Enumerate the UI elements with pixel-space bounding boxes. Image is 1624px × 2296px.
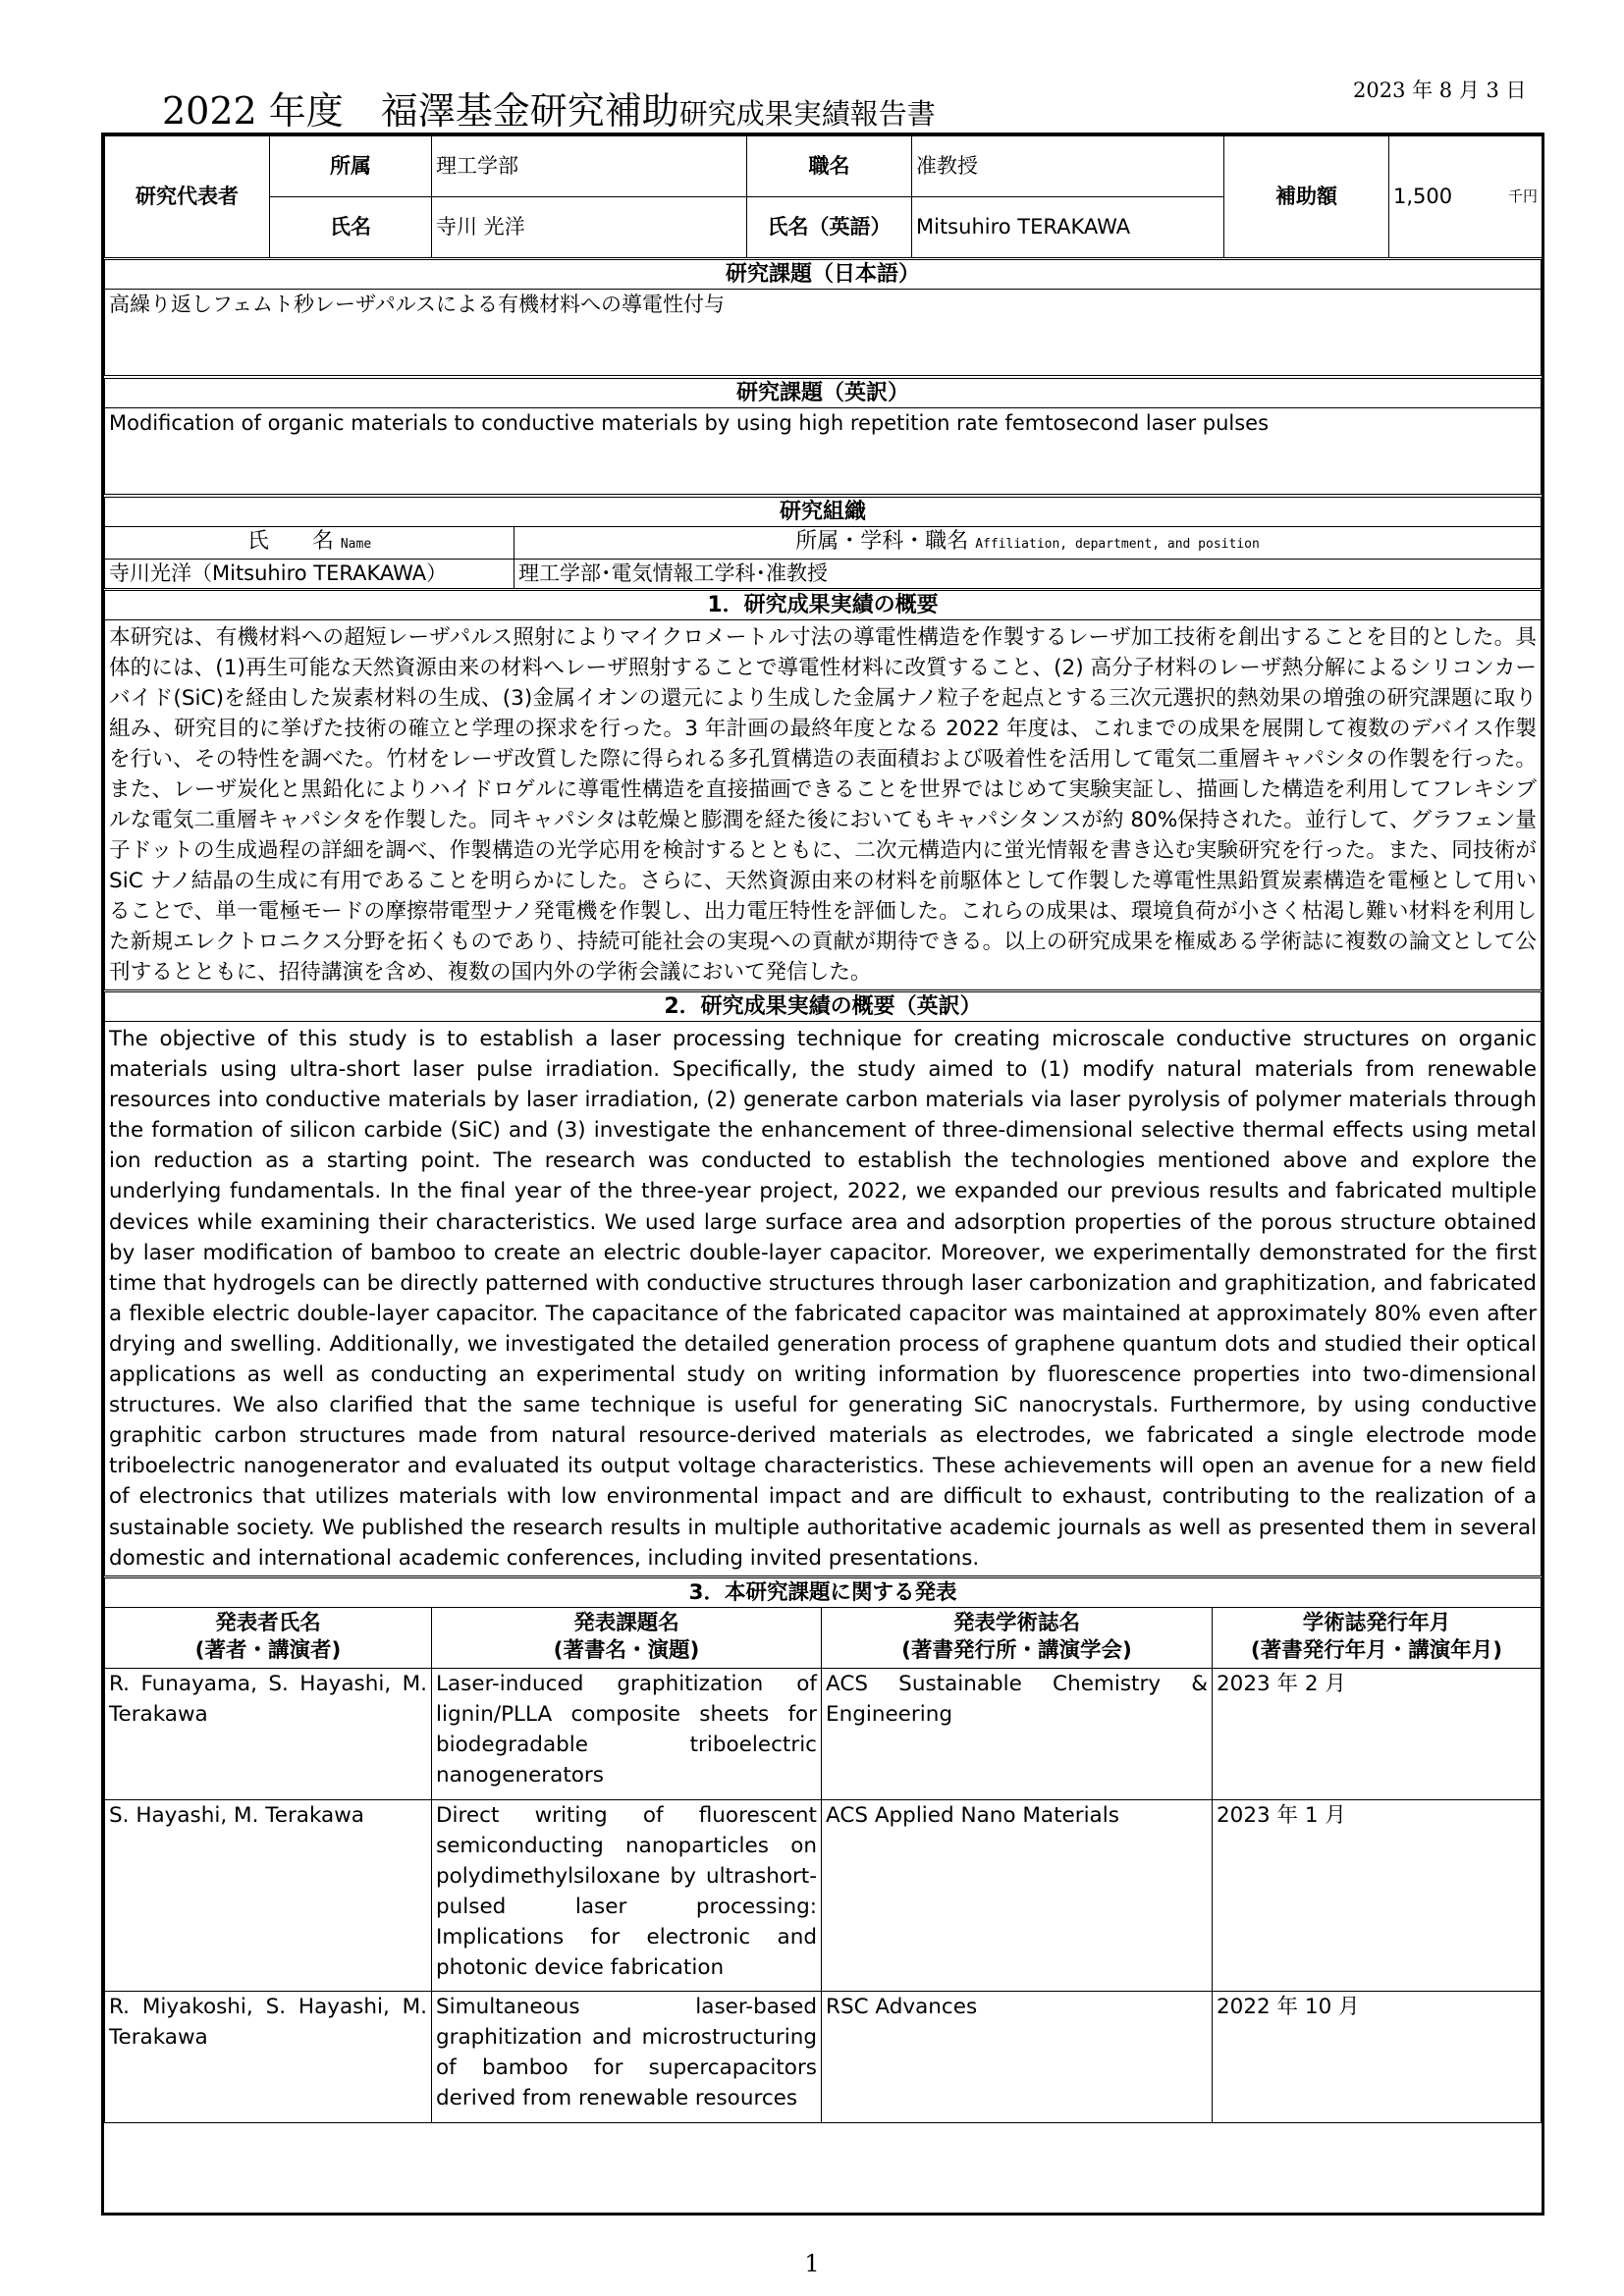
org-col-affil-label: 所属・学科・職名: [795, 529, 969, 554]
summary-ja-section: [104, 590, 1542, 990]
pub-date: 2023 年 2 月: [1213, 1668, 1542, 1799]
pub-date: 2022 年 10 月: [1213, 1991, 1542, 2122]
pub-col-title: [432, 1607, 822, 1668]
name-en-value: Mitsuhiro TERAKAWA: [912, 197, 1224, 258]
pub-authors: R. Funayama, S. Hayashi, M. Terakawa: [105, 1668, 432, 1799]
summary-en-header: 2．研究成果実績の概要（英訳）: [105, 992, 1542, 1022]
publications-header: 3．本研究課題に関する発表: [105, 1577, 1542, 1607]
topic-ja-header: 研究課題（日本語）: [105, 260, 1542, 290]
pub-authors: R. Miyakoshi, S. Hayashi, M. Terakawa: [105, 1991, 432, 2122]
table-row: [105, 1799, 1542, 1991]
title-sub: 研究成果実績報告書: [678, 97, 936, 131]
info-table: [104, 135, 1543, 258]
table-row: [105, 1668, 1542, 1799]
pub-col-authors: [105, 1607, 432, 1668]
publications-section: [104, 1577, 1542, 2123]
summary-ja-text: 本研究は、有機材料への超短レーザパルス照射によりマイクロメートル寸法の導電性構造を作製するレーザ加工技術を創出することを目的とした。具体的には、(1)再生可能な天然資源由来の材料へレーザ照射することで導電性材料に改質すること、(2) 高分子材料のレーザ熱分解によるシリコンカーバイド(SiC)を経由した炭素材料の生成、(3)金属イオンの還元により生成した金属ナノ粒子を起点とする三次元選択的熱効果の増強の研究課題に取り組み、研究目的に挙げた技術の確立と学理の探求を行った。3 年計画の最終年度となる 2022 年度は、これまでの成果を展開して複数のデバイス作製を行い、その特性を調べた。竹材をレーザ改質した際に得られる多孔質構造の表面積および吸着性を活用して電気二重層キャパシタの作製を行った。また、レーザ炭化と黒鉛化によりハイドロゲルに導電性構造を直接描画できることを世界ではじめて実験実証し、描画した構造を利用してフレキシブルな電気二重層キャパシタを作製した。同キャパシタは乾燥と膨潤を経た後においてもキャパシタンスが約 80%保持された。並行して、グラフェン量子ドットの生成過程の詳細を調べ、作製構造の光学応用を検討するとともに、二次元構造内に蛍光情報を書き込む実験研究を行った。また、同技術が SiC ナノ結晶の生成に有用であることを明らかにした。さらに、天然資源由来の材料を前駆体として作製した導電性黒鉛質炭素構造を電極として用いることで、単一電極モードの摩擦帯電型ナノ発電機を作製し、出力電圧特性を評価した。これらの成果は、環境負荷が小さく枯渇し難い材料を利用した新規エレクトロニクス分野を拓くものであり、持続可能社会の実現への貢献が期待できる。以上の研究成果を権威ある学術誌に複数の論文として公刊するとともに、招待講演を含め、複数の国内外の学術会議において発信した。: [105, 620, 1542, 990]
pub-col-title-l1: 発表課題名: [573, 1611, 679, 1636]
pub-col-authors-l1: 発表者氏名: [215, 1611, 321, 1636]
organization-header: 研究組織: [105, 498, 1542, 527]
org-col-affil-sub: Affiliation, department, and position: [975, 537, 1260, 552]
pub-col-journal: [822, 1607, 1213, 1668]
topic-en-text: Modification of organic materials to conductive materials by using high repetition rate femtosecond laser pulses: [105, 408, 1542, 495]
name-label: 氏名: [270, 197, 432, 258]
name-value: 寺川 光洋: [432, 197, 747, 258]
org-col-name-sub: Name: [340, 537, 372, 552]
topic-ja-section: [104, 259, 1542, 376]
pub-journal: ACS Applied Nano Materials: [822, 1799, 1213, 1991]
report-form: [101, 133, 1544, 2216]
topic-ja-text: 高繰り返しフェムト秒レーザパルスによる有機材料への導電性付与: [105, 290, 1542, 376]
rep-label: 研究代表者: [105, 136, 270, 258]
pub-col-date: [1213, 1607, 1542, 1668]
grant-value: 1,500: [1393, 185, 1453, 208]
pub-title: Simultaneous laser-based graphitization and microstructuring of bamboo for supercapacitors derived from renewable resources: [432, 1991, 822, 2122]
pub-col-date-l2: (著書発行年月・講演年月): [1250, 1638, 1503, 1664]
page-title: [162, 80, 936, 134]
organization-section: [104, 497, 1542, 589]
org-col-name-label: 氏 名: [246, 529, 334, 554]
pub-authors: S. Hayashi, M. Terakawa: [105, 1799, 432, 1991]
grant-cell: [1389, 136, 1543, 258]
summary-ja-header: 1．研究成果実績の概要: [105, 591, 1542, 620]
affil-value: 理工学部: [432, 136, 747, 197]
page-number: 1: [804, 2250, 820, 2277]
org-col-affil: [514, 527, 1542, 560]
pub-col-date-l1: 学術誌発行年月: [1302, 1611, 1451, 1636]
position-value: 准教授: [912, 136, 1224, 197]
org-col-name: [105, 527, 514, 560]
pub-date: 2023 年 1 月: [1213, 1799, 1542, 1991]
org-member-name: 寺川光洋（Mitsuhiro TERAKAWA）: [105, 560, 514, 589]
report-date: 2023 年 8 月 3 日: [1353, 79, 1527, 102]
pub-col-journal-l1: 発表学術誌名: [952, 1611, 1080, 1636]
topic-en-header: 研究課題（英訳）: [105, 379, 1542, 408]
summary-en-section: [104, 991, 1542, 1576]
summary-en-text: The objective of this study is to establish a laser processing technique for creating microscale conductive structures on organic materials using ultra-short laser pulse irradiation. Specifically, the study aimed to (1) modify natural materials from renewable resources into conductive materials by laser irradiation, (2) generate carbon materials via laser pyrolysis of polymer materials through the formation of silicon carbide (SiC) and (3) investigate the enhancement of three-dimensional selective thermal effects using metal ion reduction as a starting point. The research was conducted to establish the technologies mentioned above and explore the underlying fundamentals. In the final year of the three-year project, 2022, we expanded our previous results and fabricated multiple devices while examining their characteristics. We used large surface area and adsorption properties of the porous structure obtained by laser modification of bamboo to create an electric double-layer capacitor. Moreover, we experimentally demonstrated for the first time that hydrogels can be directly patterned with conductive structures through laser carbonization and graphitization, and fabricated a flexible electric double-layer capacitor. The capacitance of the fabricated capacitor was maintained at approximately 80% even after drying and swelling. Additionally, we investigated the detailed generation process of graphene quantum dots and studied their optical applications as well as conducting an experimental study on writing information by fluorescence properties into two-dimensional structures. We also clarified that the same technique is useful for generating SiC nanocrystals. Furthermore, by using conductive graphitic carbon structures made from natural resource-derived materials as electrodes, we fabricated a single electrode mode triboelectric nanogenerator and evaluated its output voltage characteristics. These achievements will open an avenue for a new field of electronics that utilizes materials with low environmental impact and are difficult to exhaust, contributing to the realization of a sustainable society. We published the research results in multiple authoritative academic journals as well as presented them in several domestic and international academic conferences, including invited presentations.: [105, 1022, 1542, 1576]
topic-en-section: [104, 378, 1542, 495]
grant-label: 補助額: [1224, 136, 1389, 258]
title-main: 2022 年度 福澤基金研究補助: [162, 89, 679, 133]
position-label: 職名: [747, 136, 912, 197]
org-member-affil: 理工学部･電気情報工学科･准教授: [514, 560, 1542, 589]
pub-title: Laser-induced graphitization of lignin/PLLA composite sheets for biodegradable triboelectric nanogenerators: [432, 1668, 822, 1799]
name-en-label: 氏名（英語）: [747, 197, 912, 258]
pub-journal: ACS Sustainable Chemistry & Engineering: [822, 1668, 1213, 1799]
table-row: [105, 1991, 1542, 2122]
pub-col-journal-l2: (著書発行所・講演学会): [901, 1638, 1132, 1664]
grant-unit: 千円: [1507, 187, 1538, 205]
pub-title: Direct writing of fluorescent semiconducting nanoparticles on polydimethylsiloxane by ultrashort-pulsed laser processing: Implications for electronic and photonic device fabrication: [432, 1799, 822, 1991]
pub-col-title-l2: (著書名・演題): [553, 1638, 700, 1664]
pub-journal: RSC Advances: [822, 1991, 1213, 2122]
pub-col-authors-l2: (著者・講演者): [194, 1638, 342, 1664]
affil-label: 所属: [270, 136, 432, 197]
